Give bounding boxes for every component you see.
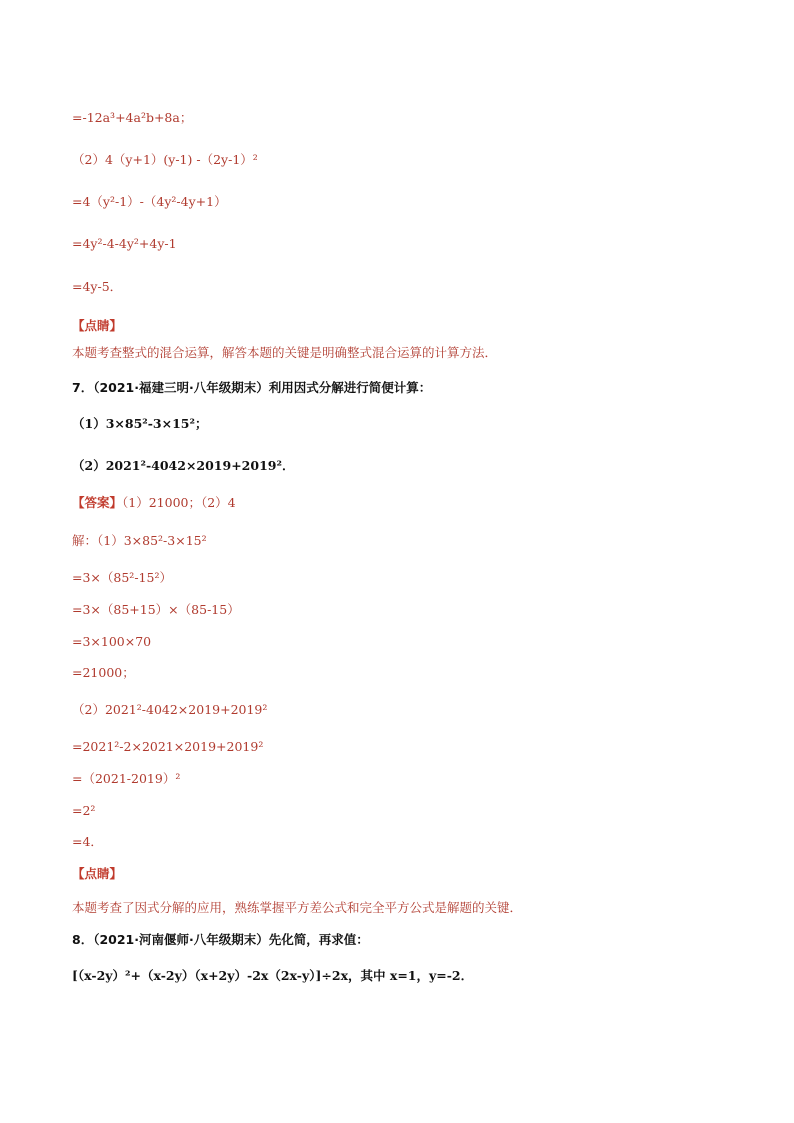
math-step-line: =4y²-4-4y²+4y-1: [72, 236, 177, 251]
solution-line: =2021²-2×2021×2019+2019²: [72, 739, 264, 754]
solution-line: 解：（1）3×85²-3×15²: [72, 533, 207, 548]
math-step-line: （2）4（y+1）(y-1) -（2y-1）²: [72, 152, 258, 167]
comment-tag: 【点睛】: [72, 866, 123, 881]
solution-line: （2）2021²-4042×2019+2019²: [72, 702, 268, 717]
question-8-header: 8．（2021·河南偃师·八年级期末）先化简，再求值：: [72, 932, 369, 947]
answer-text: （1）21000；（2）4: [122, 495, 236, 510]
solution-line: =21000；: [72, 665, 135, 680]
question-7-part-2: （2）2021²-4042×2019+2019²．: [72, 458, 295, 473]
solution-line: =3×100×70: [72, 634, 152, 649]
question-7-header: 7．（2021·福建三明·八年级期末）利用因式分解进行简便计算：: [72, 380, 432, 395]
comment-text: 本题考查整式的混合运算，解答本题的关键是明确整式混合运算的计算方法．: [72, 345, 498, 360]
answer-line: [72, 495, 236, 511]
answer-tag: 【答案】: [72, 495, 123, 510]
solution-line: =2²: [72, 803, 96, 818]
math-step-line: =-12a³+4a²b+8a；: [72, 110, 193, 125]
solution-line: =4．: [72, 834, 103, 849]
solution-line: =3×（85²-15²）: [72, 570, 172, 585]
math-step-line: =4y-5．: [72, 279, 123, 294]
question-8-expression: [（x-2y）²+（x-2y）（x+2y）-2x（2x-y）]÷2x，其中 x=1，y=-2．: [72, 968, 474, 983]
solution-line: =（2021-2019）²: [72, 771, 181, 786]
comment-text: 本题考查了因式分解的应用，熟练掌握平方差公式和完全平方公式是解题的关键．: [72, 900, 523, 915]
question-7-part-1: （1）3×85²-3×15²；: [72, 416, 208, 431]
solution-line: =3×（85+15）×（85-15）: [72, 602, 240, 617]
comment-tag: 【点睛】: [72, 318, 123, 333]
math-step-line: =4（y²-1）-（4y²-4y+1）: [72, 194, 227, 209]
